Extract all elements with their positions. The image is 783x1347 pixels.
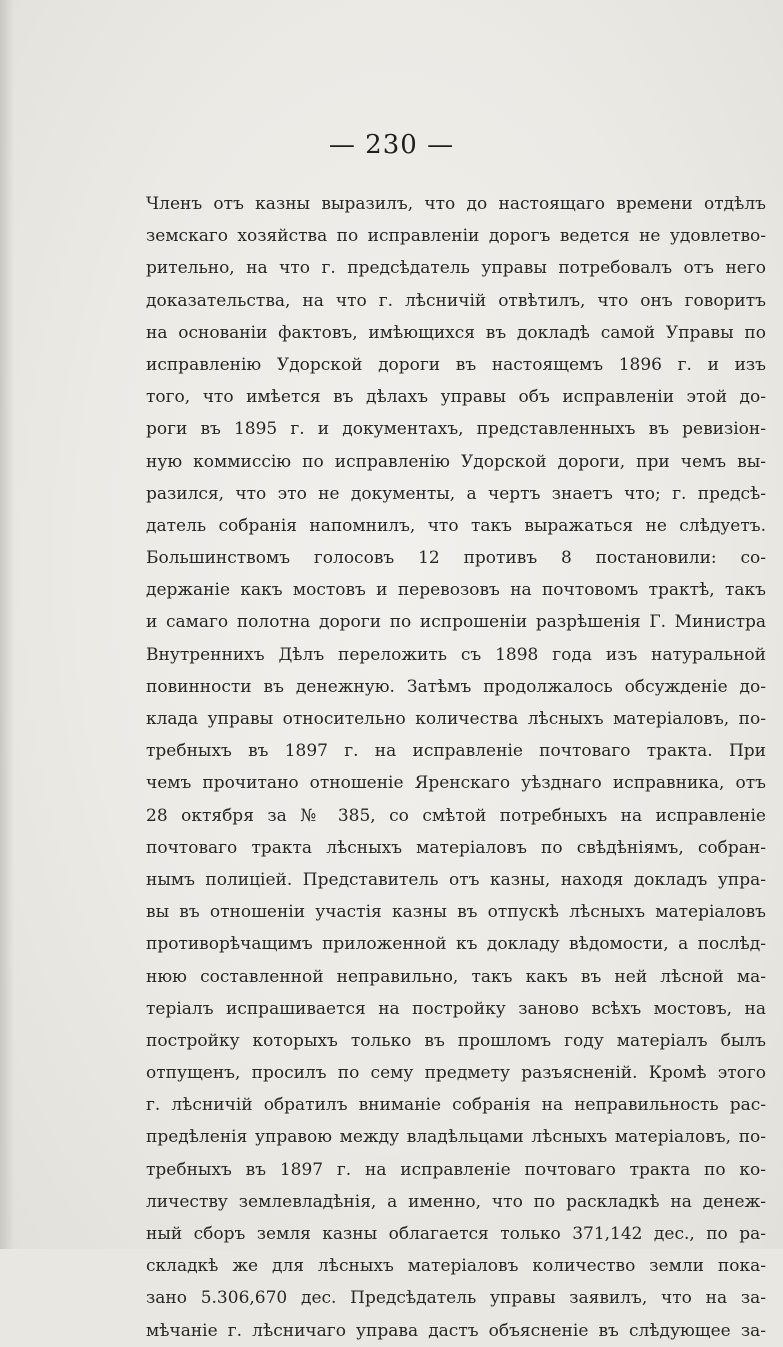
text-line: клада управы относительно количества лѣсныхъ матеріаловъ, по-	[146, 709, 766, 729]
text-line: рительно, на что г. предсѣдатель управы потребовалъ отъ него	[146, 258, 766, 279]
text-line: г. лѣсничій обратилъ вниманіе собранія на неправильность рас-	[146, 1095, 766, 1116]
text-line: разился, что это не документы, а чертъ знаетъ что; г. предсѣ-	[146, 483, 766, 504]
text-line: исправленію Удорской дороги въ настоящемъ 1896 г. и изъ	[146, 354, 766, 375]
page-edge-shadow	[0, 0, 14, 1249]
text-line: повинности въ денежную. Затѣмъ продолжалось обсужденіе до-	[146, 676, 766, 697]
text-line: требныхъ въ 1897 г. на исправленіе почтоваго тракта. При	[146, 741, 766, 762]
text-line: на основаніи фактовъ, имѣющихся въ докладѣ самой Управы по	[146, 322, 766, 343]
text-line: Членъ отъ казны выразилъ, что до настоящаго времени отдѣлъ	[146, 194, 766, 214]
text-line: ную коммиссію по исправленію Удорской дороги, при чемъ вы-	[146, 451, 766, 472]
text-line: того, что имѣется въ дѣлахъ управы объ исправленіи этой до-	[146, 387, 766, 408]
text-line: чемъ прочитано отношеніе Яренскаго уѣзднаго исправника, отъ	[146, 773, 766, 794]
text-line: нымъ полиціей. Представитель отъ казны, находя докладъ упра-	[146, 869, 766, 890]
text-line: личеству землевладѣнія, а именно, что по раскладкѣ на денеж-	[146, 1191, 766, 1212]
text-line: постройку которыхъ только въ прошломъ году матеріалъ былъ	[146, 1030, 766, 1051]
text-line: складкѣ же для лѣсныхъ матеріаловъ количество земли пока-	[146, 1256, 766, 1277]
text-line: роги въ 1895 г. и документахъ, представленныхъ въ ревизіон-	[146, 419, 766, 440]
text-line: земскаго хозяйства по исправленіи дорогъ ведется не удовлетво-	[146, 226, 766, 247]
text-line: доказательства, на что г. лѣсничій отвѣтилъ, что онъ говоритъ	[146, 290, 766, 311]
text-line: отпущенъ, просилъ по сему предмету разъясненій. Кромѣ этого	[146, 1063, 766, 1084]
text-line: 28 октября за № 385, со смѣтой потребныхъ на исправленіе	[146, 805, 766, 826]
text-line: и самаго полотна дороги по испрошеніи разрѣшенія Г. Министра	[146, 612, 766, 633]
text-line: зано 5.306,670 дес. Предсѣдатель управы заявилъ, что на за-	[146, 1288, 766, 1309]
text-line: держаніе какъ мостовъ и перевозовъ на почтовомъ трактѣ, такъ	[146, 580, 766, 601]
page-number: — 230 —	[328, 130, 455, 160]
text-line: ный сборъ земля казны облагается только 371,142 дес., по ра-	[146, 1224, 766, 1244]
text-line: теріалъ испрашивается на постройку заново всѣхъ мостовъ, на	[146, 998, 766, 1019]
text-line: мѣчаніе г. лѣсничаго управа дастъ объясненіе въ слѣдующее за-	[146, 1320, 766, 1341]
text-line: требныхъ въ 1897 г. на исправленіе почтоваго тракта по ко-	[146, 1159, 766, 1180]
text-line: вы въ отношеніи участія казны въ отпускѣ лѣсныхъ матеріаловъ	[146, 902, 766, 923]
body-text	[146, 188, 766, 1347]
text-line: противорѣчащимъ приложенной къ докладу вѣдомости, а послѣд-	[146, 934, 766, 955]
text-line: Большинствомъ голосовъ 12 противъ 8 постановили: со-	[146, 548, 766, 569]
text-line: предѣленія управою между владѣльцами лѣсныхъ матеріаловъ, по-	[146, 1127, 766, 1148]
text-line: почтоваго тракта лѣсныхъ матеріаловъ по свѣдѣніямъ, собран-	[146, 837, 766, 858]
text-line: датель собранія напомнилъ, что такъ выражаться не слѣдуетъ.	[146, 515, 766, 536]
text-line: Внутреннихъ Дѣлъ переложить съ 1898 года изъ натуральной	[146, 644, 766, 665]
text-line: нюю составленной неправильно, такъ какъ въ ней лѣсной ма-	[146, 966, 766, 987]
